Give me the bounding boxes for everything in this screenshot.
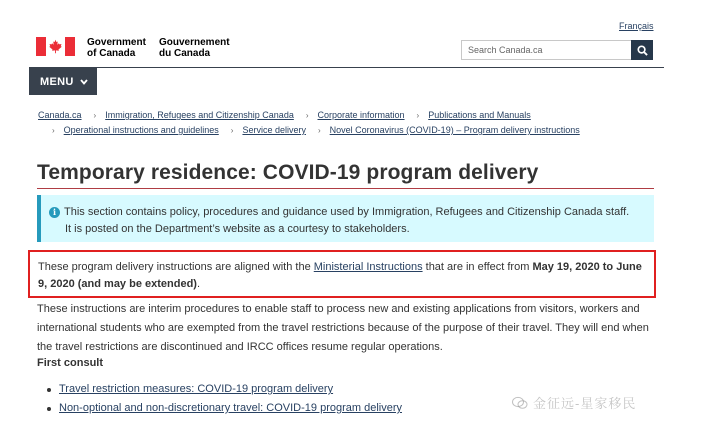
- search-button[interactable]: [631, 40, 653, 60]
- consult-link[interactable]: Non-optional and non-discretionary travel: COVID-19 program delivery: [59, 402, 402, 414]
- breadcrumb-link[interactable]: Novel Coronavirus (COVID-19) – Program delivery instructions: [329, 125, 580, 135]
- menu-bar-rule: [29, 67, 664, 68]
- highlighted-notice: [28, 250, 656, 298]
- brand-fr-line2: du Canada: [159, 48, 211, 59]
- search-form: [461, 40, 653, 60]
- breadcrumb-separator-icon: ›: [93, 111, 97, 120]
- search-input[interactable]: [461, 40, 631, 60]
- brand-fr-line1: Gouvernement: [159, 37, 230, 48]
- watermark-text: 金征远-星家移民: [533, 396, 637, 411]
- ministerial-instructions-link[interactable]: Ministerial Instructions: [313, 261, 423, 273]
- breadcrumb-separator-icon: ›: [230, 126, 234, 135]
- breadcrumb-link[interactable]: Service delivery: [242, 125, 306, 135]
- body-paragraph: These instructions are interim procedures to enable staff to process new and existing applications from visitors, workers and international students who are exempted from the travel restrictions because of the purpose of their travel. They will end when the travel restrictions are discontinued and IRCC offices resume regular operations.: [37, 303, 649, 353]
- wechat-icon: [512, 396, 528, 410]
- info-icon: i: [49, 207, 60, 218]
- info-text-line2: It is posted on the Department’s website as a courtesy to stakeholders.: [65, 223, 410, 235]
- consult-link[interactable]: Travel restriction measures: COVID-19 program delivery: [59, 383, 334, 395]
- canada-flag-icon: [36, 37, 75, 56]
- brand-en-line1: Government: [87, 37, 146, 48]
- notice-text: .: [196, 278, 201, 290]
- bullet-icon: [47, 388, 51, 392]
- breadcrumb-separator-icon: ›: [305, 111, 309, 120]
- info-alert: [37, 195, 654, 242]
- menu-button[interactable]: [29, 68, 97, 95]
- notice-text: that are in effect from: [422, 261, 533, 273]
- consult-list: [47, 380, 402, 418]
- info-text-line1: This section contains policy, procedures and guidance used by Immigration, Refugees and Citizenship Canada staff.: [64, 206, 630, 218]
- breadcrumb-link[interactable]: Publications and Manuals: [428, 110, 531, 120]
- breadcrumb-separator-icon: ›: [317, 126, 321, 135]
- page-title: Temporary residence: COVID-19 program delivery: [37, 161, 539, 184]
- chevron-down-icon: [80, 79, 88, 85]
- breadcrumb-link[interactable]: Canada.ca: [38, 110, 82, 120]
- section-heading: First consult: [37, 357, 104, 369]
- notice-date-range: May 19, 2020 to June 9, 2020 (and may be extended): [38, 261, 642, 290]
- menu-label: MENU: [40, 75, 74, 88]
- breadcrumb: [38, 108, 658, 138]
- government-of-canada-logo[interactable]: [36, 37, 231, 59]
- list-item: [47, 399, 402, 418]
- brand-en-line2: of Canada: [87, 48, 136, 59]
- notice-text: These program delivery instructions are aligned with the: [38, 261, 314, 273]
- breadcrumb-separator-icon: ›: [52, 126, 55, 135]
- title-underline: [37, 188, 654, 189]
- watermark: [512, 393, 636, 412]
- language-toggle-link[interactable]: Français: [619, 21, 654, 31]
- breadcrumb-link[interactable]: Operational instructions and guidelines: [63, 125, 219, 135]
- list-item: [47, 380, 402, 399]
- breadcrumb-link[interactable]: Immigration, Refugees and Citizenship Canada: [105, 110, 294, 120]
- breadcrumb-link[interactable]: Corporate information: [317, 110, 405, 120]
- breadcrumb-separator-icon: ›: [416, 111, 420, 120]
- search-icon: [637, 45, 648, 56]
- bullet-icon: [47, 407, 51, 411]
